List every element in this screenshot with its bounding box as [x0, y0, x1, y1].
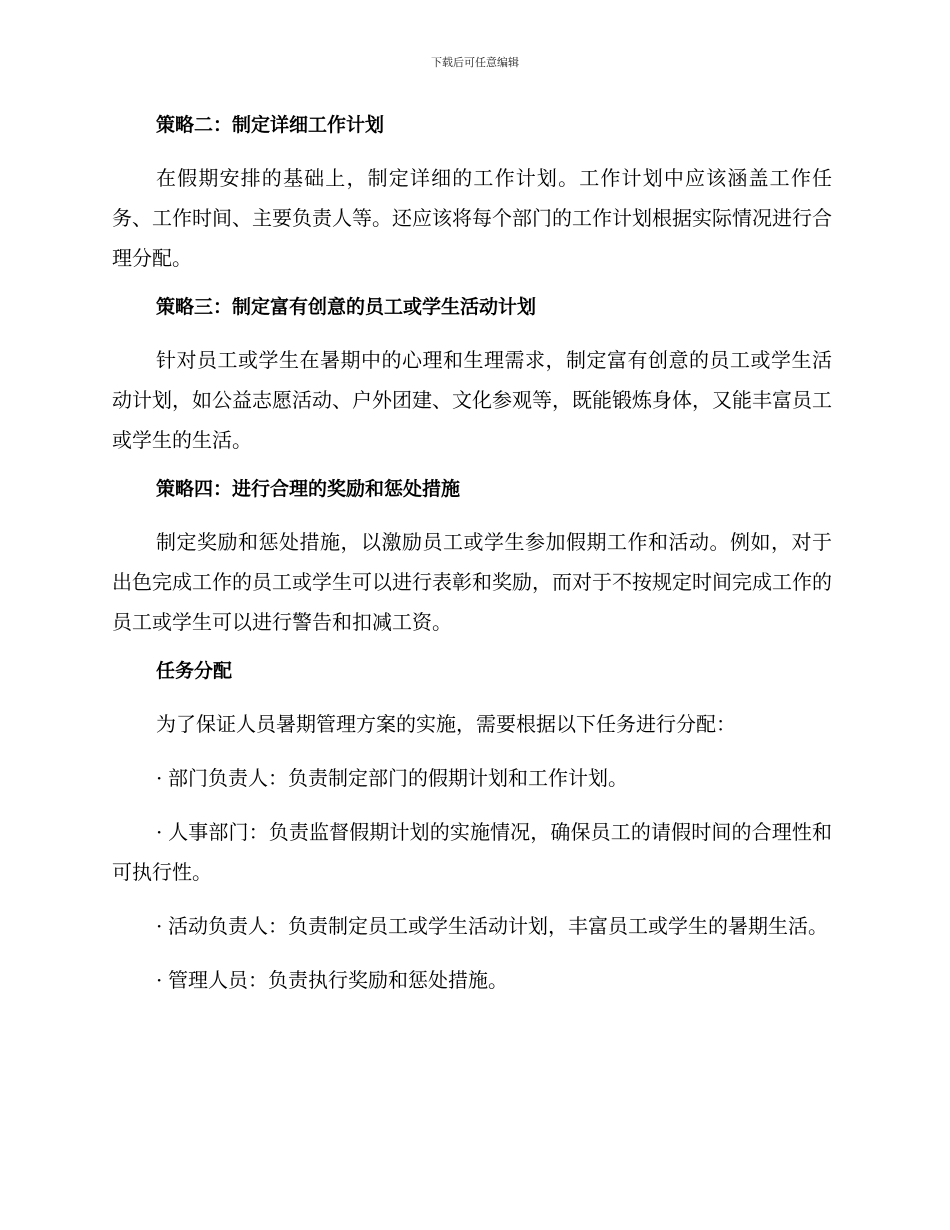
- task-assignment-heading: 任务分配: [156, 660, 233, 682]
- strategy-three-paragraph: 针对员工或学生在暑期中的心理和生理需求，制定富有创意的员工或学生活动计划，如公益志愿活动、户外团建、文化参观等，既能锻炼身体，又能丰富员工或学生的生活。: [112, 348, 832, 452]
- list-item: [112, 960, 832, 1000]
- strategy-four-heading: 策略四：进行合理的奖励和惩处措施: [156, 478, 461, 500]
- list-item-text: 人事部门：负责监督假期计划的实施情况，确保员工的请假时间的合理性和可执行性。: [112, 820, 832, 884]
- strategy-four-paragraph: 制定奖励和惩处措施，以激励员工或学生参加假期工作和活动。例如，对于出色完成工作的员工或学生可以进行表彰和奖励，而对于不按规定时间完成工作的员工或学生可以进行警告和扣减工资。: [112, 530, 832, 634]
- strategy-two-paragraph: 在假期安排的基础上，制定详细的工作计划。工作计划中应该涵盖工作任务、工作时间、主要负责人等。还应该将每个部门的工作计划根据实际情况进行合理分配。: [112, 166, 832, 270]
- bullet-dot: ·: [156, 968, 163, 992]
- page-header: 下载后可任意编辑: [431, 56, 519, 69]
- bullet-dot: ·: [156, 914, 163, 938]
- list-item: [112, 758, 832, 798]
- task-assignment-intro: 为了保证人员暑期管理方案的实施，需要根据以下任务进行分配：: [156, 712, 736, 736]
- list-item: [112, 812, 832, 892]
- strategy-two-heading: 策略二：制定详细工作计划: [156, 114, 385, 136]
- strategy-three-heading: 策略三：制定富有创意的员工或学生活动计划: [156, 296, 537, 318]
- document-body: [112, 110, 832, 1014]
- list-item: [112, 906, 832, 946]
- bullet-dot: ·: [156, 766, 163, 790]
- bullet-dot: ·: [156, 820, 163, 844]
- list-item-text: 活动负责人：负责制定员工或学生活动计划，丰富员工或学生的暑期生活。: [168, 914, 828, 938]
- list-item-text: 部门负责人：负责制定部门的假期计划和工作计划。: [168, 766, 628, 790]
- list-item-text: 管理人员：负责执行奖励和惩处措施。: [168, 968, 508, 992]
